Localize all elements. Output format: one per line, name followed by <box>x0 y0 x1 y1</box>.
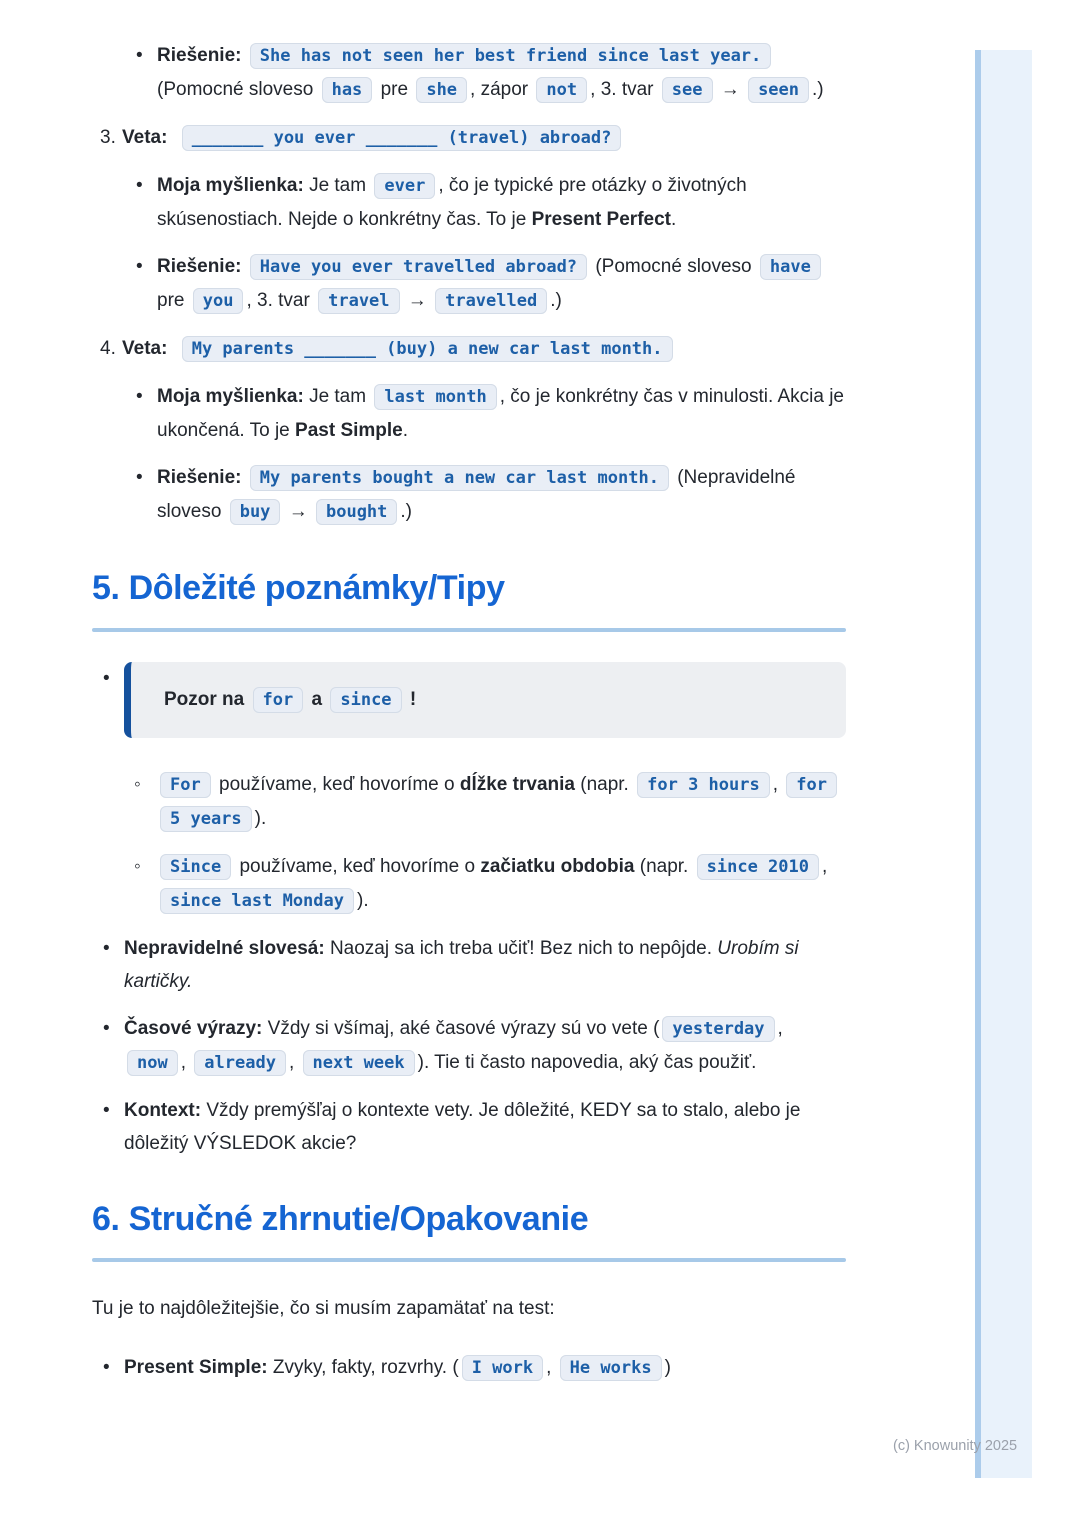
section-heading-6: 6. Stručné zhrnutie/Opakovanie <box>92 1199 589 1238</box>
list-item-text <box>124 1012 846 1080</box>
veta-label: Veta: <box>122 338 168 359</box>
bullet-marker <box>103 662 124 695</box>
text-run: , <box>546 1357 557 1378</box>
text-run: , zápor <box>470 79 534 100</box>
text-run: , čo je konkrétny čas v minulosti. Akcia je ukončená. To je <box>157 386 844 441</box>
list-item-text <box>157 380 846 447</box>
code-chip: next week <box>303 1050 415 1076</box>
code-chip: since <box>330 687 401 713</box>
list-item-solution-2 <box>92 39 846 107</box>
code-chip: She has not seen her best friend since last year. <box>250 43 772 69</box>
bullet-marker <box>136 250 157 283</box>
code-chip: you <box>193 288 244 314</box>
bullet-marker <box>103 932 124 965</box>
callout-box <box>124 662 846 738</box>
text-run: ) <box>664 1357 671 1378</box>
veta-label: Veta: <box>122 127 168 148</box>
code-chip: My parents _______ (buy) a new car last month. <box>182 336 673 362</box>
text-run: , 3. tvar <box>590 79 659 100</box>
list-item-irregular-verbs <box>92 932 846 998</box>
list-item-text <box>124 1094 846 1160</box>
code-chip: yesterday <box>662 1016 774 1042</box>
callout-text <box>164 683 826 717</box>
list-item-thought-4 <box>92 380 846 447</box>
bold-text: dĺžke trvania <box>459 773 575 795</box>
text-run: , <box>288 1051 300 1073</box>
text-run: .) <box>550 290 562 311</box>
text-run: (Pomocné sloveso <box>590 256 757 277</box>
text-run: .) <box>812 79 824 100</box>
list-item-text <box>157 169 846 236</box>
list-item-present-simple <box>92 1351 846 1385</box>
code-chip: For <box>160 772 211 798</box>
text-run: pre <box>375 79 414 100</box>
list-item-context <box>92 1094 846 1160</box>
text-run: → <box>283 501 313 522</box>
bold-text: Riešenie: <box>157 256 247 277</box>
list-item-text <box>124 932 846 998</box>
code-chip: for 5 years <box>160 772 837 832</box>
text-run: . <box>402 420 409 441</box>
sub-item-for-rule <box>92 768 846 836</box>
bullet-marker <box>136 380 157 413</box>
code-chip: have <box>760 254 821 280</box>
code-chip: last month <box>374 384 496 410</box>
section-heading-5: 5. Dôležité poznámky/Tipy <box>92 569 505 607</box>
text-run: ). Tie ti často napovedia, aký čas použiť. <box>417 1051 757 1073</box>
bullet-marker <box>136 39 157 72</box>
numbered-item-text <box>122 121 846 155</box>
code-chip: since last Monday <box>160 888 354 914</box>
text-run: používame, keď hovoríme o <box>213 773 460 795</box>
code-chip: ever <box>374 173 435 199</box>
code-chip: for <box>253 687 304 713</box>
text-run: → <box>715 79 746 100</box>
text-run: , <box>180 1051 192 1073</box>
bold-text: Present Perfect <box>531 209 671 230</box>
bold-text: Moja myšlienka: <box>157 386 310 407</box>
bold-text: Riešenie: <box>157 45 247 66</box>
bold-text: ! <box>404 688 417 710</box>
list-item-solution-3 <box>92 250 846 318</box>
list-item-text <box>157 39 846 107</box>
code-chip: already <box>194 1050 286 1076</box>
code-chip: see <box>662 77 713 103</box>
code-chip: since 2010 <box>697 854 819 880</box>
bold-text: Nepravidelné slovesá: <box>124 937 330 959</box>
code-chip: has <box>322 77 373 103</box>
code-chip: seen <box>748 77 809 103</box>
section-divider <box>92 628 846 632</box>
numbered-item-text <box>122 332 846 366</box>
text-run: ). <box>357 889 369 911</box>
bold-text: Present Simple: <box>124 1357 273 1378</box>
list-item-text <box>157 850 846 918</box>
code-chip: Since <box>160 854 231 880</box>
bold-text: a <box>306 688 328 710</box>
text-run: (Nepravidelné sloveso <box>157 467 796 522</box>
code-chip: My parents bought a new car last month. <box>250 465 669 491</box>
text-run: Naozaj sa ich treba učiť! Bez nich to nepôjde. <box>329 937 718 959</box>
list-item-text <box>124 1351 846 1385</box>
text-run: Je tam <box>309 386 372 407</box>
list-item-text <box>157 461 846 529</box>
code-chip: she <box>416 77 467 103</box>
code-chip: bought <box>316 499 397 525</box>
numbered-item-veta-4 <box>92 332 846 366</box>
text-run: Zvyky, fakty, rozvrhy. ( <box>272 1357 459 1378</box>
bullet-marker <box>136 169 157 202</box>
copyright-footer: (c) Knowunity 2025 <box>893 1438 1018 1454</box>
bold-text: Past Simple <box>295 420 403 441</box>
text-run: , 3. tvar <box>246 290 316 311</box>
text-run: , <box>772 773 784 795</box>
bullet-marker <box>103 1012 124 1045</box>
text-run: → <box>402 290 433 311</box>
code-chip: travelled <box>435 288 547 314</box>
bold-text: Riešenie: <box>157 467 247 488</box>
text-run: , <box>821 855 828 877</box>
italic-text: Urobím si kartičky. <box>124 937 799 992</box>
code-chip: now <box>127 1050 178 1076</box>
list-item-text <box>157 768 846 836</box>
code-chip: for 3 hours <box>637 772 770 798</box>
code-chip: _______ you ever _______ (travel) abroad? <box>182 125 622 151</box>
text-run: Je tam <box>309 175 372 196</box>
code-chip: I work <box>462 1355 543 1381</box>
text-run: , <box>777 1017 783 1039</box>
circle-bullet-marker <box>134 850 157 883</box>
section6-intro-paragraph: Tu je to najdôležitejšie, čo si musím zapamätať na test: <box>92 1298 555 1319</box>
text-run: (napr. <box>574 773 635 795</box>
code-chip: He works <box>560 1355 662 1381</box>
bullet-marker <box>136 461 157 494</box>
code-chip: Have you ever travelled abroad? <box>250 254 587 280</box>
text-run: .) <box>400 501 413 522</box>
text-run: , čo je typické pre otázky o životných skúsenostiach. Nejde o konkrétny čas. To je <box>157 175 747 230</box>
bold-text: Pozor na <box>164 688 250 710</box>
text-run: Vždy si všímaj, aké časové výrazy sú vo vete ( <box>267 1017 660 1039</box>
list-item-time-expressions <box>92 1012 846 1080</box>
text-run: pre <box>157 290 190 311</box>
sub-item-since-rule <box>92 850 846 918</box>
item-number: 3. <box>100 127 116 148</box>
bullet-marker <box>103 1351 124 1384</box>
text-run: . <box>670 209 677 230</box>
text-run: používame, keď hovoríme o <box>234 855 481 877</box>
page-edge-strip <box>975 50 1032 1478</box>
text-run: ). <box>254 807 267 829</box>
bold-text: začiatku obdobia <box>480 855 635 877</box>
list-item-thought-3 <box>92 169 846 236</box>
section-divider <box>92 1258 846 1262</box>
text-run: (napr. <box>634 855 694 877</box>
bold-text: Časové výrazy: <box>124 1017 268 1039</box>
bold-text: Kontext: <box>124 1099 207 1121</box>
list-item-text <box>157 250 846 318</box>
text-run: (Pomocné sloveso <box>157 79 319 100</box>
text-run: Vždy premýšľaj o kontexte vety. Je dôležité, KEDY sa to stalo, alebo je dôležitý VÝSLEDOK akcie? <box>124 1099 801 1154</box>
list-item-solution-4 <box>92 461 846 529</box>
item-number: 4. <box>100 338 116 359</box>
circle-bullet-marker <box>134 768 157 801</box>
code-chip: not <box>536 77 587 103</box>
bold-text: Moja myšlienka: <box>157 175 310 196</box>
numbered-item-veta-3 <box>92 121 846 155</box>
bullet-marker <box>103 1094 124 1127</box>
code-chip: travel <box>318 288 399 314</box>
notes-document <box>92 39 846 1399</box>
list-item-callout <box>92 662 846 738</box>
code-chip: buy <box>230 499 281 525</box>
